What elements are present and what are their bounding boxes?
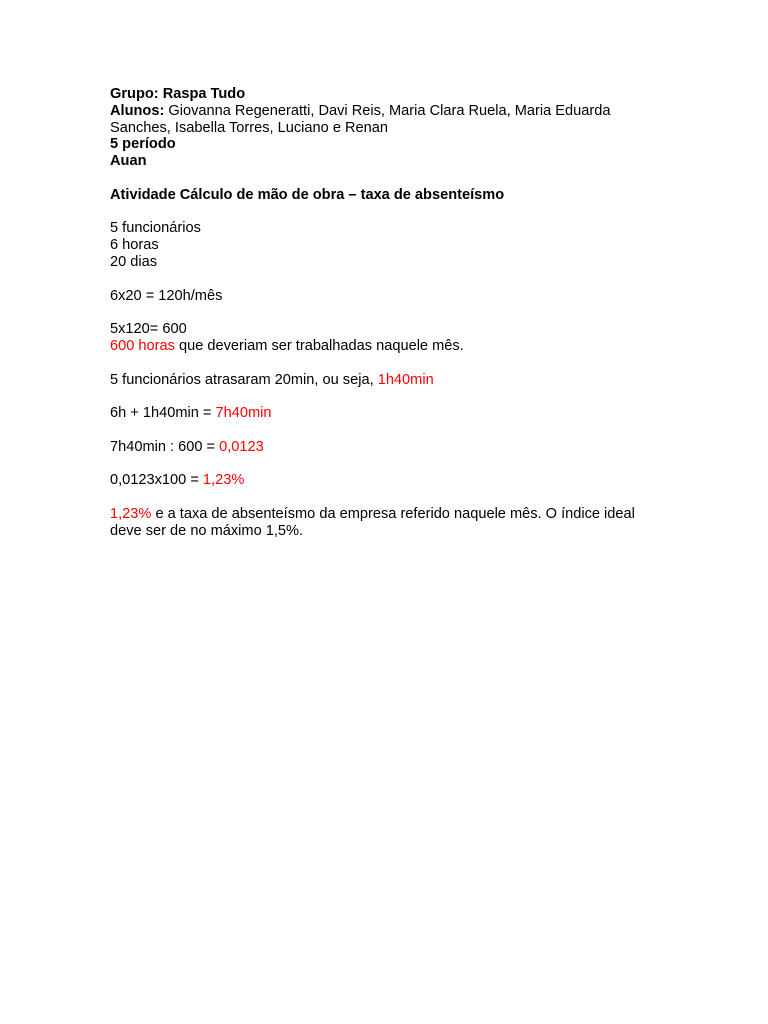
calc-total-hours-explained bbox=[110, 338, 658, 355]
spacer bbox=[110, 170, 658, 187]
conclusion-paragraph bbox=[110, 506, 658, 540]
period-line: 5 período bbox=[110, 136, 176, 153]
calc-total-hours: 5x120= 600 bbox=[110, 321, 187, 338]
spacer bbox=[110, 271, 658, 288]
spacer bbox=[110, 489, 658, 506]
calc-delay-text: 5 funcionários atrasaram 20min, ou seja, bbox=[110, 371, 378, 388]
spacer bbox=[110, 422, 658, 439]
given-days: 20 dias bbox=[110, 253, 158, 270]
calc-sum bbox=[110, 405, 658, 422]
calc-percent-text: 0,0123x100 = bbox=[110, 472, 203, 489]
document-page bbox=[110, 86, 658, 540]
professor-line: Auan bbox=[110, 153, 147, 170]
spacer bbox=[110, 456, 658, 473]
conclusion-rest: e a taxa de absenteísmo da empresa referido naquele mês. O índice ideal deve ser de no máximo 1,5%. bbox=[110, 505, 635, 539]
students-names: Giovanna Regeneratti, Davi Reis, Maria Clara Ruela, Maria Eduarda Sanches, Isabella Torres, Luciano e Renan bbox=[110, 102, 611, 136]
spacer bbox=[110, 204, 658, 221]
highlight-conclusion: 1,23% bbox=[110, 505, 152, 522]
highlight-percent: 1,23% bbox=[202, 472, 245, 489]
spacer bbox=[110, 388, 658, 405]
highlight-sum: 7h40min bbox=[215, 405, 272, 422]
group-line: Grupo: Raspa Tudo bbox=[110, 86, 246, 102]
calc-delay bbox=[110, 372, 658, 389]
given-hours: 6 horas bbox=[110, 237, 159, 254]
calc-division-text: 7h40min : 600 = bbox=[110, 438, 220, 455]
spacer bbox=[110, 304, 658, 321]
highlight-division: 0,0123 bbox=[219, 438, 264, 455]
students-line bbox=[110, 103, 658, 137]
spacer bbox=[110, 355, 658, 372]
activity-title: Atividade Cálculo de mão de obra – taxa de absenteísmo bbox=[110, 186, 505, 203]
given-employees: 5 funcionários bbox=[110, 220, 201, 237]
calc-percent bbox=[110, 472, 658, 489]
students-label: Alunos: bbox=[110, 102, 165, 119]
highlight-600-hours: 600 horas bbox=[110, 337, 175, 354]
calc-sum-text: 6h + 1h40min = bbox=[110, 405, 216, 422]
calc-monthly-hours: 6x20 = 120h/mês bbox=[110, 287, 223, 304]
highlight-delay: 1h40min bbox=[377, 371, 434, 388]
calc-total-hours-rest: que deveriam ser trabalhadas naquele mês. bbox=[174, 337, 464, 354]
calc-division bbox=[110, 439, 658, 456]
